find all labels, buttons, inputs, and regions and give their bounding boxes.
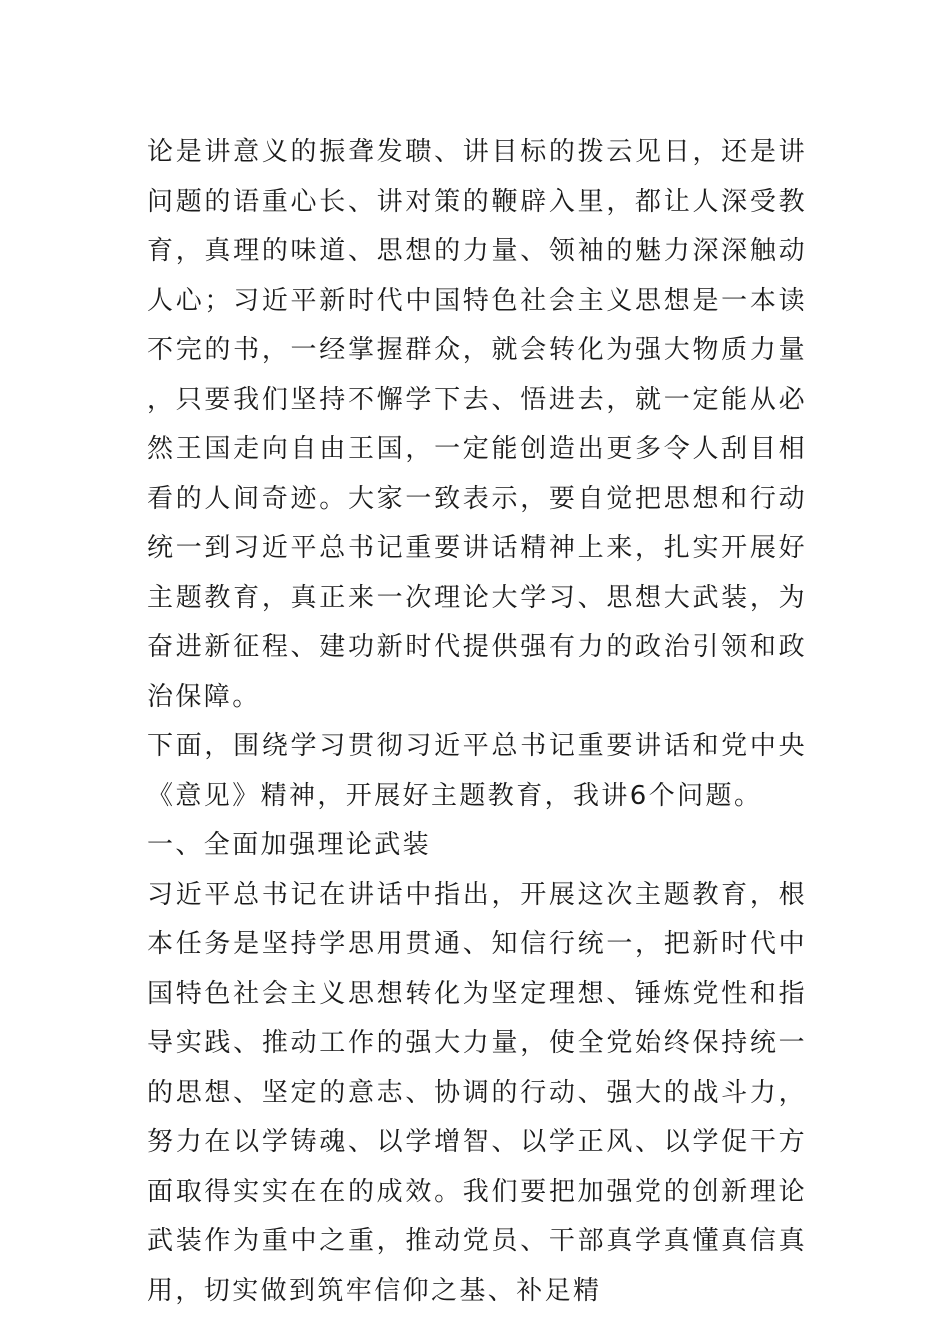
paragraph-speech-summary: 论是讲意义的振聋发聩、讲目标的拨云见日，还是讲问题的语重心长、讲对策的鞭辟入里，都让人深受教育，真理的味道、思想的力量、领袖的魅力深深触动人心；习近平新时代中国特色社会主义思想是一本读不完的书，一经掌握群众，就会转化为强大物质力量，只要我们坚持不懈学下去、悟进去，就一定能从必然王国走向自由王国，一定能创造出更多令人刮目相看的人间奇迹。大家一致表示，要自觉把思想和行动统一到习近平总书记重要讲话精神上来，扎实开展好主题教育，真正来一次理论大学习、思想大武装，为奋进新征程、建功新时代提供强有力的政治引领和政治保障。 xyxy=(147,137,807,712)
document-body xyxy=(147,128,807,1316)
paragraph-intro: 下面，围绕学习贯彻习近平总书记重要讲话和党中央《意见》精神，开展好主题教育，我讲6个问题。 xyxy=(147,731,807,811)
section-heading: 一、全面加强理论武装 xyxy=(147,830,432,860)
paragraph-section-one: 习近平总书记在讲话中指出，开展这次主题教育，根本任务是坚持学思用贯通、知信行统一，把新时代中国特色社会主义思想转化为坚定理想、锤炼党性和指导实践、推动工作的强大力量，使全党始终保持统一的思想、坚定的意志、协调的行动、强大的战斗力，努力在以学铸魂、以学增智、以学正风、以学促干方面取得实实在在的成效。我们要把加强党的创新理论武装作为重中之重，推动党员、干部真学真懂真信真用，切实做到筑牢信仰之基、补足精 xyxy=(147,879,807,1306)
